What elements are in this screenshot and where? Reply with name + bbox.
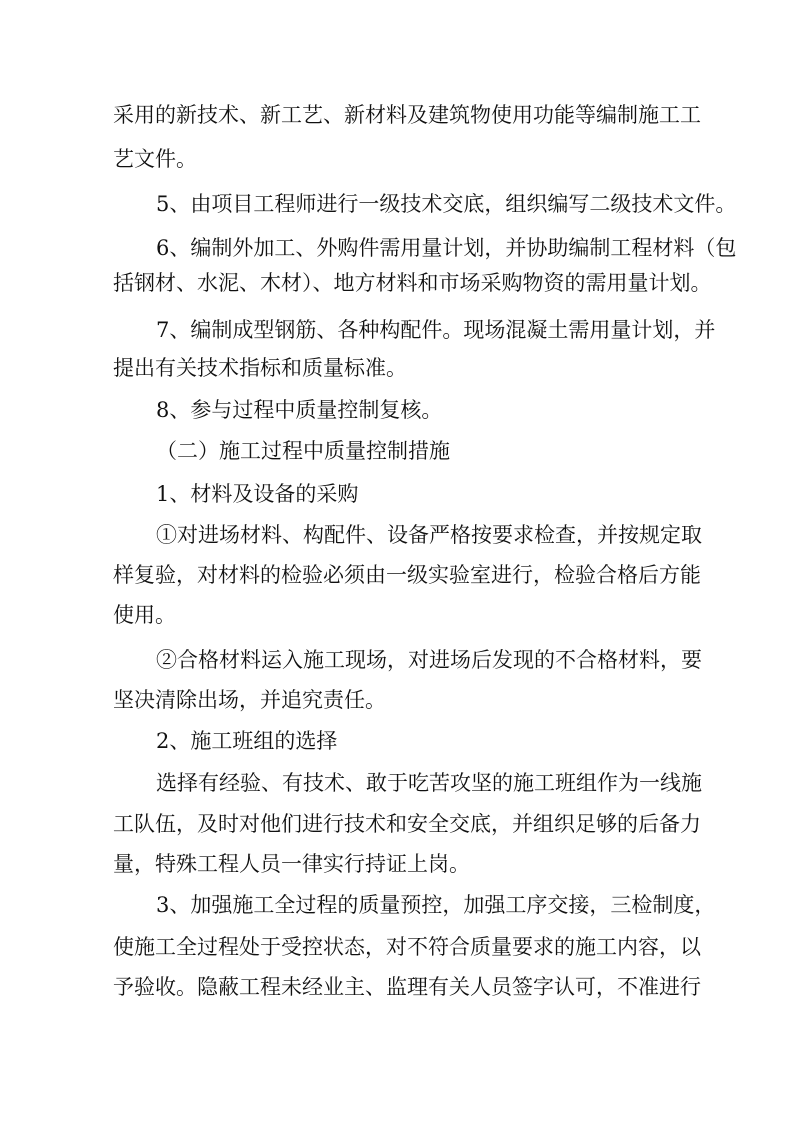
text-line: 选择有经验、有技术、敢于吃苦攻坚的施工班组作为一线施 bbox=[156, 771, 702, 795]
text-line: 3、加强施工全过程的质量预控，加强工序交接，三检制度， bbox=[156, 893, 716, 917]
text-line: ①对进场材料、构配件、设备严格按要求检查，并按规定取 bbox=[156, 523, 702, 547]
text-line: 工队伍，及时对他们进行技术和安全交底，并组织足够的后备力 bbox=[113, 812, 701, 836]
text-line: 6、编制外加工、外购件需用量计划，并协助编制工程材料（包 bbox=[156, 236, 737, 260]
text-line: 量，特殊工程人员一律实行持证上岗。 bbox=[113, 852, 470, 876]
text-line: 使施工全过程处于受控状态，对不符合质量要求的施工内容，以 bbox=[113, 935, 701, 959]
text-line: 艺文件。 bbox=[113, 147, 197, 171]
text-line: 样复验，对材料的检验必须由一级实验室进行，检验合格后方能 bbox=[113, 563, 701, 587]
text-line: 坚决清除出场，并追究责任。 bbox=[113, 688, 386, 712]
section-heading: （二）施工过程中质量控制措施 bbox=[156, 439, 450, 463]
text-line: 7、编制成型钢筋、各种构配件。现场混凝土需用量计划，并 bbox=[156, 318, 716, 342]
text-line: ②合格材料运入施工现场，对进场后发现的不合格材料，要 bbox=[156, 648, 702, 672]
text-line: 予验收。隐蔽工程未经业主、监理有关人员签字认可，不准进行 bbox=[113, 975, 701, 999]
text-line: 5、由项目工程师进行一级技术交底，组织编写二级技术文件。 bbox=[156, 192, 737, 216]
text-line: 8、参与过程中质量控制复核。 bbox=[156, 398, 443, 422]
text-line: 采用的新技术、新工艺、新材料及建筑物使用功能等编制施工工 bbox=[113, 103, 701, 127]
text-line: 括钢材、水泥、木材）、地方材料和市场采购物资的需用量计划。 bbox=[113, 271, 712, 295]
text-line: 使用。 bbox=[113, 603, 176, 627]
subsection-heading: 1、材料及设备的采购 bbox=[156, 482, 359, 506]
subsection-heading: 2、施工班组的选择 bbox=[156, 729, 338, 753]
text-line: 提出有关技术指标和质量标准。 bbox=[113, 356, 407, 380]
